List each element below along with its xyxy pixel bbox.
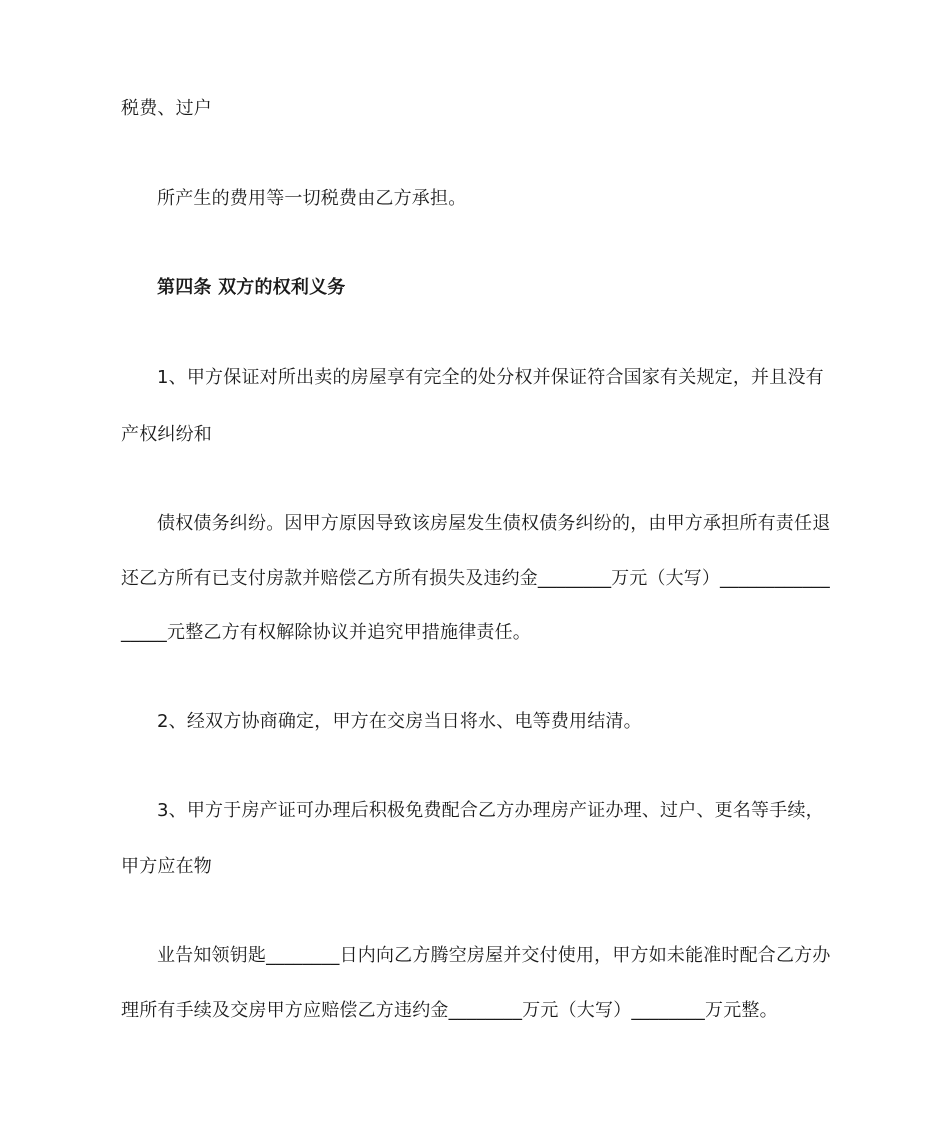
clause-3-line-1: 3、甲方于房产证可办理后积极免费配合乙方办理房产证办理、过户、更名等手续， <box>157 800 824 821</box>
paragraph-line-tax: 税费、过户 <box>121 98 212 119</box>
clause-1-cont-line-1: 债权债务纠纷。因甲方原因导致该房屋发生债权债务纠纷的，由甲方承担所有责任退 <box>157 513 831 534</box>
clause-3-line-2: 甲方应在物 <box>121 856 212 877</box>
clause-1-line-2: 产权纠纷和 <box>121 424 212 445</box>
clause-3-cont-line-1: 业告知领钥匙________日内向乙方腾空房屋并交付使用，甲方如未能准时配合乙方办 <box>157 945 831 966</box>
clause-1-cont-line-2: 还乙方所有已支付房款并赔偿乙方所有损失及违约金________万元（大写）____________ <box>121 568 830 589</box>
clause-2: 2、经双方协商确定，甲方在交房当日将水、电等费用结清。 <box>157 711 642 732</box>
clause-3-cont-line-2: 理所有手续及交房甲方应赔偿乙方违约金________万元（大写）________万元整。 <box>121 1000 778 1021</box>
clause-1-cont-line-3: _____元整乙方有权解除协议并追究甲措施律责任。 <box>121 622 531 643</box>
paragraph-line-tax-borne: 所产生的费用等一切税费由乙方承担。 <box>157 188 467 209</box>
section-heading: 第四条 双方的权利义务 <box>157 277 346 298</box>
clause-1-line-1: 1、甲方保证对所出卖的房屋享有完全的处分权并保证符合国家有关规定，并且没有 <box>157 367 824 388</box>
